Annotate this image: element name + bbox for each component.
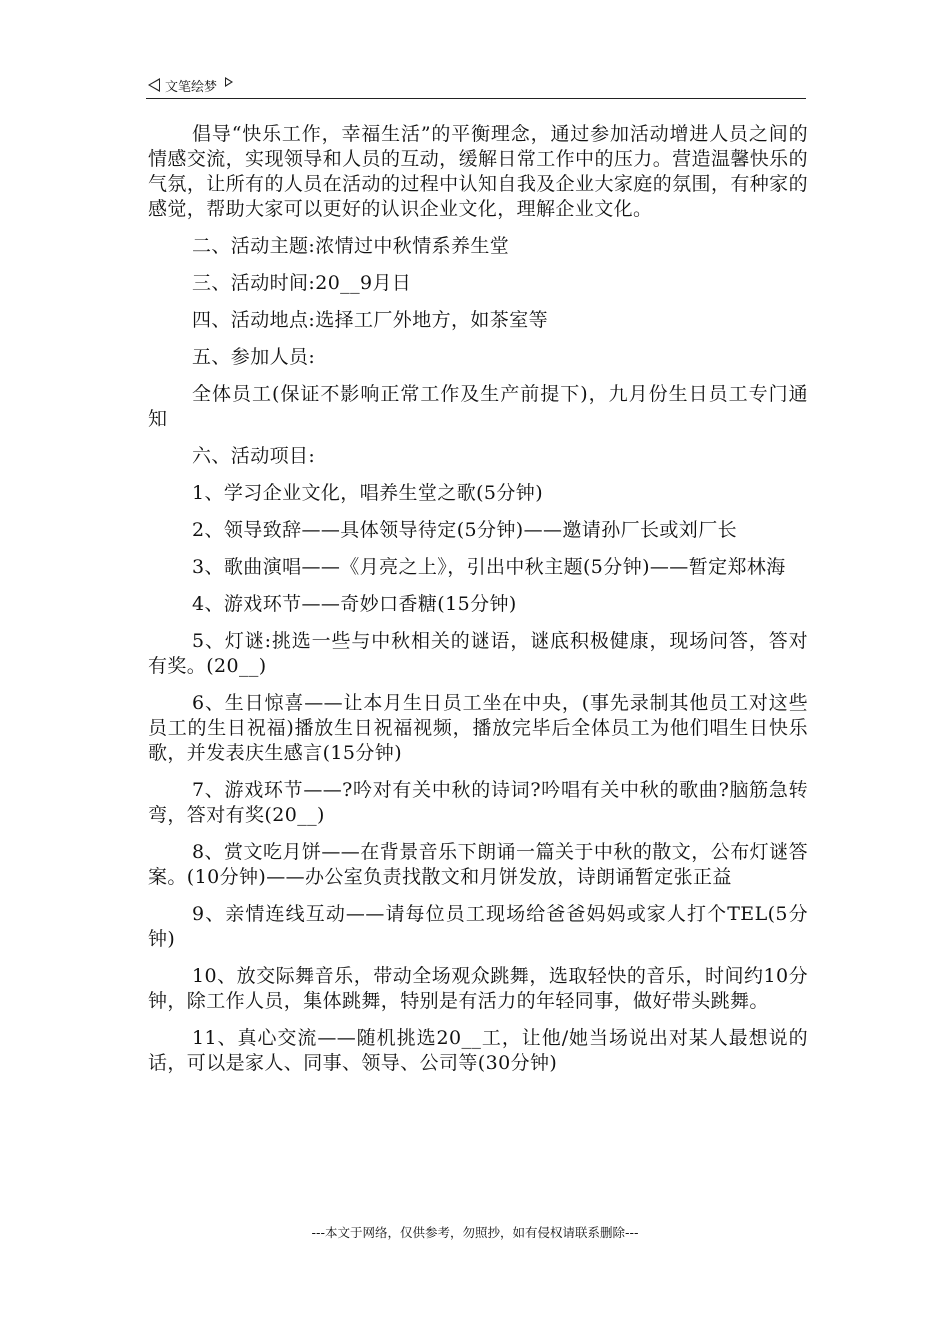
paragraph-item-11: 11、真心交流——随机挑选20__工，让他/她当场说出对某人最想说的话，可以是家人、同事、领导、公司等(30分钟) bbox=[148, 1027, 808, 1074]
header-divider bbox=[146, 98, 806, 99]
paragraph-item-8: 8、赏文吃月饼——在背景音乐下朗诵一篇关于中秋的散文，公布灯谜答案。(10分钟)——办公室负责找散文和月饼发放，诗朗诵暂定张正益 bbox=[148, 841, 808, 888]
paragraph-item-3: 3、歌曲演唱——《月亮之上》，引出中秋主题(5分钟)——暂定郑林海 bbox=[192, 556, 786, 578]
paragraph-location: 四、活动地点:选择工厂外地方，如茶室等 bbox=[192, 309, 549, 331]
page-header bbox=[148, 74, 233, 96]
paragraph-item-5: 5、灯谜:挑选一些与中秋相关的谜语，谜底积极健康，现场问答，答对有奖。(20__) bbox=[148, 630, 808, 677]
paragraph-items-heading: 六、活动项目: bbox=[192, 445, 316, 467]
paragraph-item-9: 9、亲情连线互动——请每位员工现场给爸爸妈妈或家人打个TEL(5分钟) bbox=[148, 903, 808, 950]
paragraph-item-10: 10、放交际舞音乐，带动全场观众跳舞，选取轻快的音乐，时间约10分钟，除工作人员，集体跳舞，特别是有活力的年轻同事，做好带头跳舞。 bbox=[148, 965, 808, 1012]
document-body bbox=[148, 122, 808, 1088]
paragraph-item-4: 4、游戏环节——奇妙口香糖(15分钟) bbox=[192, 593, 517, 615]
page-footer-notice: ---本文于网络，仅供参考，勿照抄，如有侵权请联系删除--- bbox=[311, 1225, 639, 1240]
triangle-right-icon bbox=[225, 77, 233, 87]
paragraph-item-7: 7、游戏环节——?吟对有关中秋的诗词?吟唱有关中秋的歌曲?脑筋急转弯，答对有奖(20__) bbox=[148, 779, 808, 826]
paragraph-participants: 全体员工(保证不影响正常工作及生产前提下)，九月份生日员工专门通知 bbox=[148, 383, 808, 430]
paragraph-intro: 倡导“快乐工作，幸福生活”的平衡理念，通过参加活动增进人员之间的情感交流，实现领导和人员的互动，缓解日常工作中的压力。营造温馨快乐的气氛，让所有的人员在活动的过程中认知自我及企业大家庭的氛围，有种家的感觉，帮助大家可以更好的认识企业文化，理解企业文化。 bbox=[148, 123, 808, 220]
paragraph-theme: 二、活动主题:浓情过中秋情系养生堂 bbox=[192, 235, 510, 257]
paragraph-participants-heading: 五、参加人员: bbox=[192, 346, 316, 368]
paragraph-item-1: 1、学习企业文化，唱养生堂之歌(5分钟) bbox=[192, 482, 544, 504]
triangle-left-icon bbox=[148, 78, 160, 92]
paragraph-item-6: 6、生日惊喜——让本月生日员工坐在中央，(事先录制其他员工对这些员工的生日祝福)播放生日祝福视频，播放完毕后全体员工为他们唱生日快乐歌，并发表庆生感言(15分钟) bbox=[148, 692, 808, 764]
header-brand: 文笔绘梦 bbox=[165, 79, 218, 95]
paragraph-item-2: 2、领导致辞——具体领导待定(5分钟)——邀请孙厂长或刘厂长 bbox=[192, 519, 738, 541]
paragraph-time: 三、活动时间:20__9月日 bbox=[192, 272, 412, 294]
